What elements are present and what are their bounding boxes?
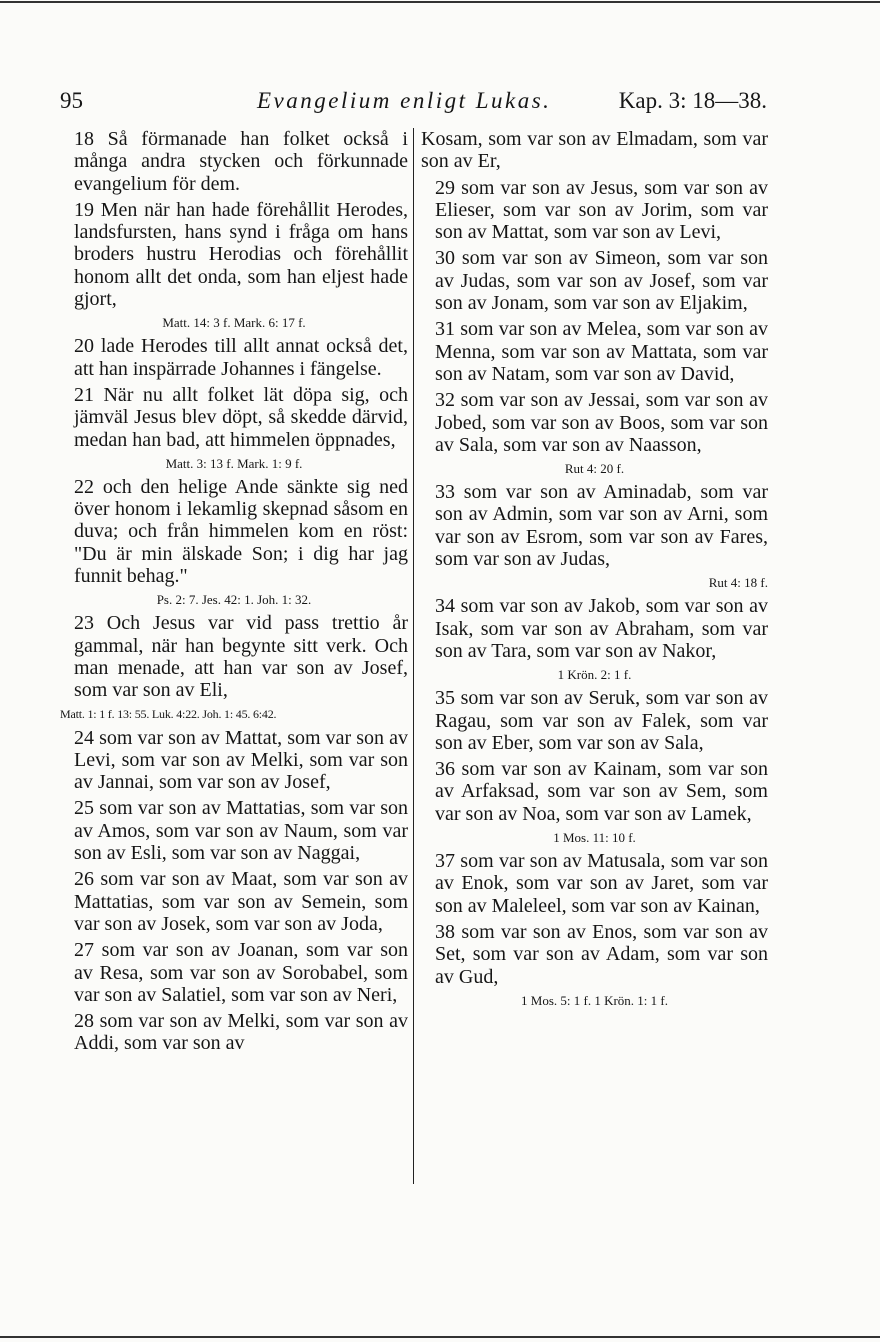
cross-reference: Rut 4: 20 f. xyxy=(564,461,625,477)
verse-18: 18 Så förmanade han folket också i många andra stycken och förkunnade evangelium för dem. xyxy=(74,128,408,195)
verse-35: 35 som var son av Seruk, som var son av Ragau, som var son av Falek, som var son av Eber, som var son av Sala, xyxy=(435,687,768,754)
cross-reference: Matt. 14: 3 f. Mark. 6: 17 f. xyxy=(162,315,306,331)
verse-25: 25 som var son av Mattatias, som var son av Amos, som var son av Naum, som var son av Esli, som var son av Naggai, xyxy=(74,797,408,865)
verse-21: 21 När nu allt folket lät döpa sig, och jämväl Jesus blev döpt, så skedde därvid, medan han bad, att himmelen öppnades, xyxy=(74,383,408,451)
verse-24: 24 som var son av Mattat, som var son av Levi, som var son av Melki, som var son av Jannai, som var son av Josef, xyxy=(74,726,408,794)
bottom-rule xyxy=(0,1336,880,1338)
verse-34: 34 som var son av Jakob, som var son av Isak, som var son av Abraham, som var son av Tara, som var son av Nakor, xyxy=(435,595,768,662)
running-title: Evangelium enligt Lukas. xyxy=(257,88,552,113)
verse-19: 19 Men när han hade förehållit Herodes, landsfursten, hans synd i fråga om hans broders hustru Herodias och förehållit honom allt det onda, som han eljest hade gjort, xyxy=(74,198,408,311)
verse-26: 26 som var son av Maat, som var son av Mattatias, som var son av Semein, som var son av Josek, som var son av Joda, xyxy=(74,868,408,935)
cross-reference: Ps. 2: 7. Jes. 42: 1. Joh. 1: 32. xyxy=(156,592,312,608)
verse-29: 29 som var son av Jesus, som var son av Elieser, som var son av Jorim, som var son av Mattat, som var son av Levi, xyxy=(435,176,768,244)
verse-36: 36 som var son av Kainam, som var son av Arfaksad, som var son av Sem, som var son av Noa, som var son av Lamek, xyxy=(435,758,768,825)
cross-reference: 1 Krön. 2: 1 f. xyxy=(557,667,632,683)
verse-38: 38 som var son av Enos, som var son av Set, som var son av Adam, som var son av Gud, xyxy=(435,920,768,988)
verse-32: 32 som var son av Jessai, som var son av Jobed, som var son av Boos, som var son av Sala, som var son av Naasson, xyxy=(435,389,768,456)
cross-reference: 1 Mos. 11: 10 f. xyxy=(553,830,636,846)
cross-reference: Rut 4: 18 f. xyxy=(708,575,768,591)
verse-23: 23 Och Jesus var vid pass trettio år gammal, när han begynte sitt verk. Och man menade, att han var son av Josef, som var son av Eli, xyxy=(74,612,408,702)
page-header xyxy=(60,88,767,122)
verse-27: 27 som var son av Joanan, som var son av Resa, som var son av Sorobabel, som var son av Salatiel, som var son av Neri, xyxy=(74,939,408,1006)
verse-31: 31 som var son av Melea, som var son av Menna, som var son av Mattata, som var son av Natam, som var son av David, xyxy=(435,318,768,385)
cross-reference: Matt. 3: 13 f. Mark. 1: 9 f. xyxy=(165,455,303,471)
chapter-reference: Kap. 3: 18—38. xyxy=(618,88,767,113)
cross-reference: 1 Mos. 5: 1 f. 1 Krön. 1: 1 f. xyxy=(521,992,668,1008)
verse-33: 33 som var son av Aminadab, som var son av Admin, som var son av Arni, som var son av Esrom, som var son av Fares, som var son av Judas, xyxy=(435,481,768,571)
page-number: 95 xyxy=(60,88,83,113)
verse-28-continued: Kosam, som var son av Elmadam, som var son av Er, xyxy=(421,128,768,173)
verse-20: 20 lade Herodes till allt annat också det, att han inspärrade Johannes i fängelse. xyxy=(74,335,408,380)
verse-28: 28 som var son av Melki, som var son av Addi, som var son av xyxy=(74,1010,408,1055)
verse-37: 37 som var son av Matusala, som var son av Enok, som var son av Jaret, som var son av Maleleel, som var son av Kainan, xyxy=(435,850,768,917)
verse-30: 30 som var son av Simeon, som var son av Judas, som var son av Josef, som var son av Jonam, som var son av Eljakim, xyxy=(435,247,768,315)
verse-22: 22 och den helige Ande sänkte sig ned över honom i lekamlig skepnad såsom en duva; och från himmelen kom en röst: "Du är min älskade Son; i dig har jag funnit behag." xyxy=(74,475,408,588)
right-column xyxy=(421,128,768,1013)
left-column xyxy=(60,128,408,1059)
top-rule xyxy=(0,1,880,3)
column-divider xyxy=(413,128,414,1184)
cross-reference: Matt. 1: 1 f. 13: 55. Luk. 4:22. Joh. 1: 45. 6:42. xyxy=(60,706,277,721)
